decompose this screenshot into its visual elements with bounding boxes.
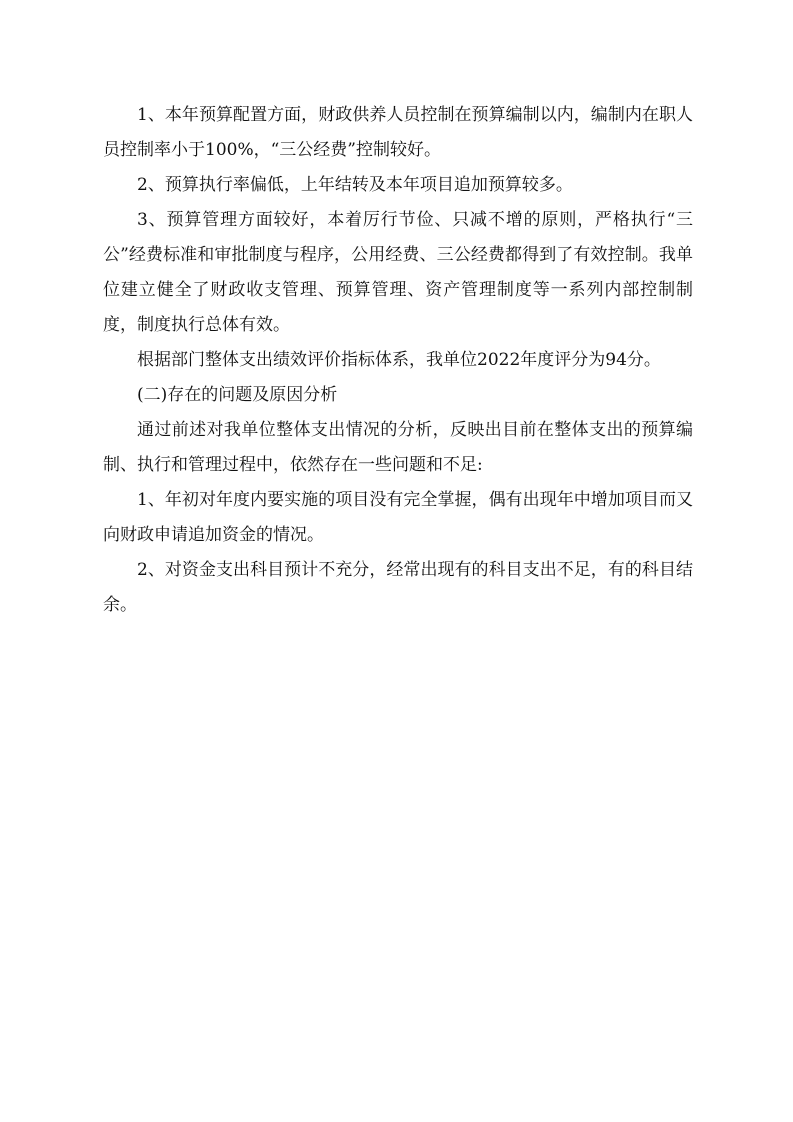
paragraph-budget-management: 3、预算管理方面较好，本着厉行节俭、只减不增的原则，严格执行“三公”经费标准和审批制度与程序，公用经费、三公经费都得到了有效控制。我单位建立健全了财政收支管理、预算管理、资产管理制度等一系列内部控制制度，制度执行总体有效。 <box>103 210 693 335</box>
paragraph-problem-1: 1、年初对年度内要实施的项目没有完全掌握，偶有出现年中增加项目而又向财政申请追加资金的情况。 <box>103 490 693 545</box>
document-body <box>103 98 693 623</box>
paragraph-problem-2: 2、对资金支出科目预计不充分，经常出现有的科目支出不足，有的科目结余。 <box>103 560 693 615</box>
paragraph-execution-rate: 2、预算执行率偏低，上年结转及本年项目追加预算较多。 <box>137 175 573 195</box>
section-heading-problems: (二)存在的问题及原因分析 <box>137 385 338 405</box>
paragraph-budget-allocation: 1、本年预算配置方面，财政供养人员控制在预算编制以内，编制内在职人员控制率小于100%，“三公经费”控制较好。 <box>103 105 693 160</box>
paragraph-analysis-intro: 通过前述对我单位整体支出情况的分析，反映出目前在整体支出的预算编制、执行和管理过程中，依然存在一些问题和不足: <box>103 420 693 475</box>
paragraph-evaluation-score: 根据部门整体支出绩效评价指标体系，我单位2022年度评分为94分。 <box>137 350 661 370</box>
